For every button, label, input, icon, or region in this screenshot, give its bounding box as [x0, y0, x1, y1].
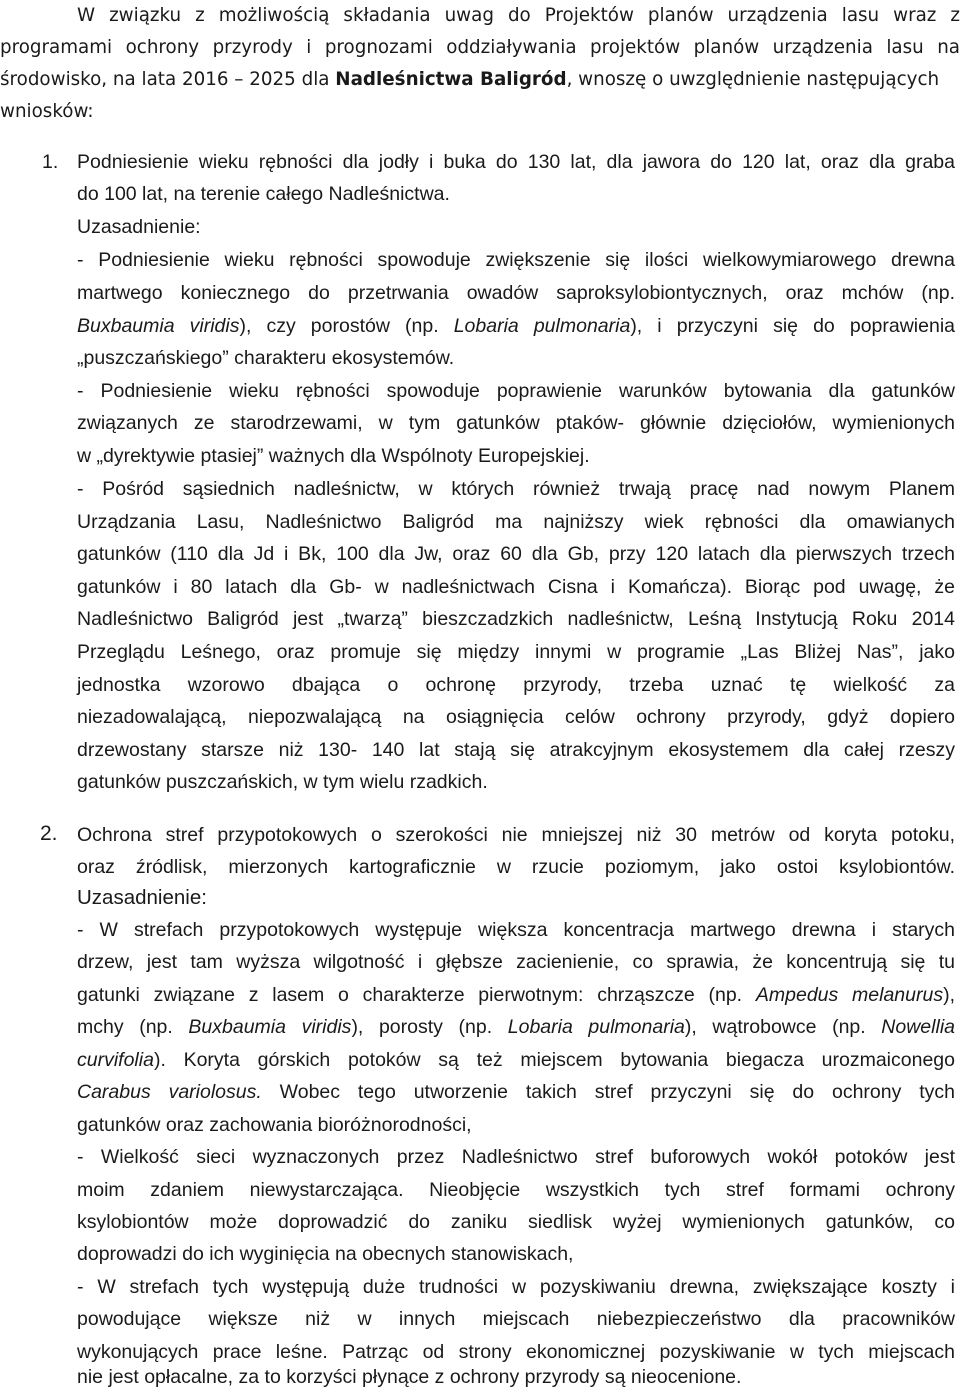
item-1-line-1: Podniesienie wieku rębności dla jodły i buka do 130 lat, dla jawora do 120 lat, oraz dla graba: [77, 151, 955, 173]
item-1-line-2: do 100 lat, na terenie całego Nadleśnictwa.: [77, 183, 450, 205]
intro-line-3: środowisko, na lata 2016 – 2025 dla Nadleśnictwa Baligród, wnoszę o uwzględnienie następujących: [0, 69, 940, 90]
item-2-line-2: oraz źródlisk, mierzonych kartograficznie w rzucie poziomym, jako ostoi ksylobiontów.: [77, 856, 955, 878]
item-2-number: 2.: [40, 822, 58, 845]
item-1-p3-line-5: Nadleśnictwo Baligród jest „twarzą” bieszczadzkich nadleśnictw, Leśną Instytucją Roku 2014: [77, 608, 955, 630]
item-2-p1-line-4: mchy (np. Buxbaumia viridis), porosty (np. Lobaria pulmonaria), wątrobowce (np. Nowellia: [77, 1016, 955, 1038]
item-2-p1-line-3: gatunki związane z lasem o charakterze pierwotnym: chrząszcze (np. Ampedus melanurus),: [77, 984, 956, 1006]
item-2-p3-line-1: - W strefach tych występują duże trudności w pozyskiwaniu drewna, zwiększające koszty i: [77, 1276, 955, 1298]
item-2-p2-line-1: - Wielkość sieci wyznaczonych przez Nadleśnictwo stref buforowych wokół potoków jest: [77, 1146, 955, 1168]
item-2-p3-line-3: wykonujących prace leśne. Patrząc od strony ekonomicznej pozyskiwanie w tych miejscach: [77, 1341, 955, 1363]
item-1-p2-line-1: - Podniesienie wieku rębności spowoduje poprawienie warunków bytowania dla gatunków: [77, 380, 955, 402]
item-2-p3-line-4: nie jest opłacalne, za to korzyści płynące z ochrony przyrody są nieocenione.: [77, 1366, 742, 1388]
item-1-p3-line-1: - Pośród sąsiednich nadleśnictw, w których również trwają pracę nad nowym Planem: [77, 478, 955, 500]
intro-line-1: W związku z możliwością składania uwag do Projektów planów urządzenia lasu wraz z: [77, 5, 960, 26]
item-1-p1-line-1: - Podniesienie wieku rębności spowoduje zwiększenie się ilości wielkowymiarowego drewna: [77, 249, 955, 271]
item-1-p3-line-9: drzewostany starsze niż 130- 140 lat stają się atrakcyjnym ekosystemem dla całej rzeszy: [77, 739, 955, 761]
item-1-p3-line-7: jednostka wzorowo dbająca o ochronę przyrody, trzeba uznać tę wielkość za: [77, 674, 955, 696]
item-2-p2-line-4: doprowadzi do ich wyginięcia na obecnych stanowiskach,: [77, 1243, 574, 1265]
item-2-p1-line-7: gatunków oraz zachowania bioróżnorodności,: [77, 1114, 472, 1136]
item-1-p3-line-3: gatunków (110 dla Jd i Bk, 100 dla Jw, oraz 60 dla Gb, przy 120 latach dla pierwszych trzech: [77, 543, 955, 565]
item-1-p3-line-6: Przeglądu Leśnego, oraz promuje się między innymi w programie „Las Bliżej Nas”, jako: [77, 641, 955, 663]
item-2-justification-label: Uzasadnienie:: [77, 886, 207, 909]
item-1-p2-line-2: związanych ze starodrzewami, w tym gatunków ptaków- głównie dzięciołów, wymienionych: [77, 412, 955, 434]
item-1-p3-line-8: niezadowalającą, niepozwalającą na osiągnięcia celów ochrony przyrody, gdyż dopiero: [77, 706, 955, 728]
nadlesnictwo-name: Nadleśnictwa Baligród: [335, 69, 567, 90]
item-1-p1-line-2: martwego koniecznego do przetrwania owadów saproksylobiontycznych, oraz mchów (np.: [77, 282, 955, 304]
item-1-p3-line-4: gatunków i 80 latach dla Gb- w nadleśnictwach Cisna i Komańcza). Biorąc pod uwagę, że: [77, 576, 955, 598]
item-1-p2-line-3: w „dyrektywie ptasiej” ważnych dla Wspólnoty Europejskiej.: [77, 445, 590, 467]
intro-line-4: wniosków:: [0, 101, 94, 122]
item-2-p3-line-2: powodujące większe niż w innych miejscach niebezpieczeństwo dla pracowników: [77, 1308, 955, 1330]
item-1-justification-label: Uzasadnienie:: [77, 216, 201, 238]
item-2-p1-line-1: - W strefach przypotokowych występuje większa koncentracja martwego drewna i starych: [77, 919, 955, 941]
item-2-p1-line-2: drzew, jest tam wyższa wilgotność i głębsze zacienienie, co sprawia, że koncentrują się tu: [77, 951, 955, 973]
item-2-p2-line-3: ksylobiontów może doprowadzić do zaniku siedlisk wyżej wymienionych gatunków, co: [77, 1211, 955, 1233]
intro-line-2: programami ochrony przyrody i prognozami oddziaływania projektów planów urządzenia lasu na: [0, 37, 960, 58]
item-2-p1-line-6: Carabus variolosus. Wobec tego utworzenie takich stref przyczyni się do ochrony tych: [77, 1081, 955, 1103]
item-1-p3-line-2: Urządzania Lasu, Nadleśnictwo Baligród ma najniższy wiek rębności dla omawianych: [77, 511, 955, 533]
item-2-p2-line-2: moim zdaniem niewystarczająca. Nieobjęcie wszystkich tych stref formami ochrony: [77, 1179, 955, 1201]
item-1-p1-line-3: Buxbaumia viridis), czy porostów (np. Lobaria pulmonaria), i przyczyni się do poprawienia: [77, 315, 955, 337]
item-2-p1-line-5: curvifolia). Koryta górskich potoków są też miejscem bytowania biegacza urozmaiconego: [77, 1049, 955, 1071]
item-1-p1-line-4: „puszczańskiego” charakteru ekosystemów.: [77, 347, 455, 369]
item-1-p3-line-10: gatunków puszczańskich, w tym wielu rzadkich.: [77, 771, 488, 793]
item-1-number: 1.: [42, 151, 59, 173]
item-2-line-1: Ochrona stref przypotokowych o szerokości nie mniejszej niż 30 metrów od koryta potoku,: [77, 824, 955, 846]
